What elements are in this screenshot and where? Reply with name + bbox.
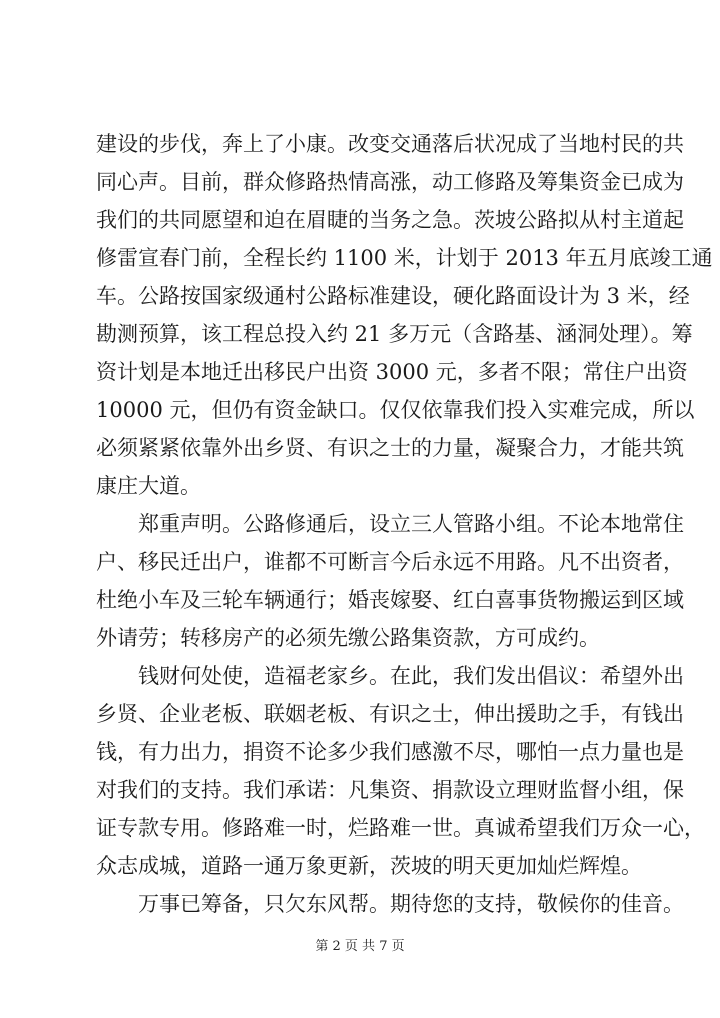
- paragraph-line: 车。公路按国家级通村公路标准建设，硬化路面设计为 3 米，经: [96, 284, 690, 308]
- paragraph-line: 修雷宣春门前，全程长约 1100 米，计划于 2013 年五月底竣工通: [96, 246, 713, 270]
- paragraph-line: 同心声。目前，群众修路热情高涨，动工修路及筹集资金已成为: [96, 170, 684, 194]
- paragraph-line: 证专款专用。修路难一时，烂路难一世。真诚希望我们万众一心，: [96, 816, 705, 840]
- paragraph-line: 乡贤、企业老板、联姻老板、有识之士，伸出援助之手，有钱出: [96, 702, 684, 726]
- paragraph-line: 建设的步伐，奔上了小康。改变交通落后状况成了当地村民的共: [96, 132, 684, 156]
- paragraph-line: 10000 元，但仍有资金缺口。仅仅依靠我们投入实难完成，所以: [96, 398, 695, 422]
- paragraph-line: 钱，有力出力，捐资不论多少我们感激不尽，哪怕一点力量也是: [96, 740, 684, 764]
- paragraph-line: 杜绝小车及三轮车辆通行；婚丧嫁娶、红白喜事货物搬运到区域: [96, 588, 684, 612]
- paragraph-line: 勘测预算，该工程总投入约 21 多万元（含路基、涵洞处理）。筹: [96, 322, 693, 346]
- paragraph-line: 户、移民迁出户，谁都不可断言今后永远不用路。凡不出资者，: [96, 550, 684, 574]
- paragraph-line: 对我们的支持。我们承诺：凡集资、捐款设立理财监督小组，保: [96, 778, 684, 802]
- paragraph-line: 必须紧紧依靠外出乡贤、有识之士的力量，凝聚合力，才能共筑: [96, 436, 684, 460]
- paragraph-line: 郑重声明。公路修通后，设立三人管路小组。不论本地常住: [138, 512, 684, 536]
- paragraph-line: 我们的共同愿望和迫在眉睫的当务之急。茨坡公路拟从村主道起: [96, 208, 684, 232]
- paragraph-line: 资计划是本地迁出移民户出资 3000 元，多者不限；常住户出资: [96, 360, 688, 384]
- page-number-footer: 第 2 页 共 7 页: [315, 939, 405, 954]
- paragraph-line: 万事已筹备，只欠东风帮。期待您的支持，敬候你的佳音。: [138, 892, 684, 916]
- paragraph-line: 众志成城，道路一通万象更新，茨坡的明天更加灿烂辉煌。: [96, 854, 642, 878]
- paragraph-line: 康庄大道。: [96, 474, 201, 498]
- paragraph-line: 外请劳；转移房产的必须先缴公路集资款，方可成约。: [96, 626, 600, 650]
- paragraph-line: 钱财何处使，造福老家乡。在此，我们发出倡议：希望外出: [138, 664, 684, 688]
